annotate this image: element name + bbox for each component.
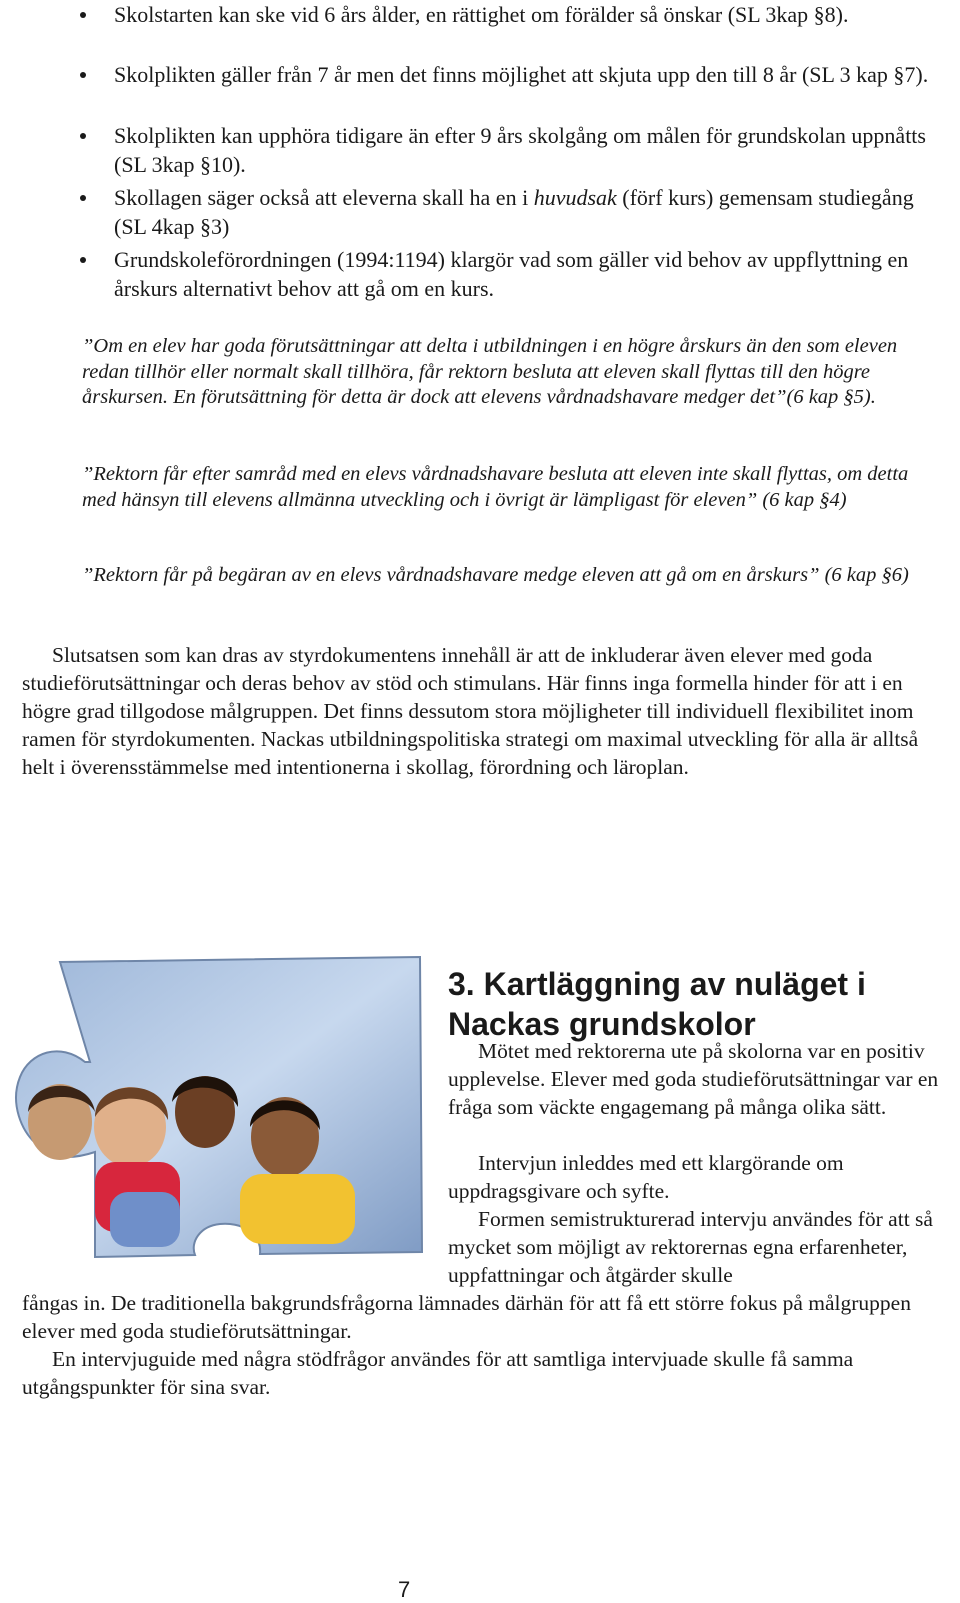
side-paragraph: Intervjun inleddes med ett klargörande om uppdragsgivare och syfte. [448, 1151, 844, 1204]
bullet-item [114, 60, 944, 89]
bullet-item [114, 121, 944, 179]
conclusion-paragraph: Slutsatsen som kan dras av styrdokumentens innehåll är att de inkluderar även elever med goda studieförutsättningar och deras behov av stöd och stimulans. Här finns inga formella hinder för att i en högre grad tillgodose målgruppen. Det finns dessutom stora möjligheter till individuell flexibilitet inom ramen för styrdokumenten. Nackas utbildningspolitiska strategi om maximal utveckling för alla är alltså helt i överensstämmelse med intentionerna i skollag, förordning och läroplan. [22, 643, 919, 779]
page-number: 7 [398, 1577, 411, 1602]
child-jeans [110, 1192, 180, 1247]
bullet-text: Skolstarten kan ske vid 6 års ålder, en rättighet om förälder så önskar (SL 3kap §8). [114, 2, 849, 27]
bullet-item [114, 183, 944, 241]
legal-quote: ”Rektorn får efter samråd med en elevs vårdnadshavare besluta att eleven inte skall flyttas, om detta med hänsyn till elevens allmänna utveckling och i övrigt är lämpligast för eleven” (6 kap §4) [82, 463, 909, 511]
bullet-dot [80, 257, 86, 263]
bullet-text: Skolplikten kan upphöra tidigare än efter 9 års skolgång om målen för grundskolan uppnåtts (SL 3kap §10). [114, 123, 926, 177]
side-paragraph: Formen semistrukturerad intervju användes för att så mycket som möjligt av rektorernas egna erfarenheter, uppfattningar och åtgärder skulle [448, 1207, 933, 1288]
bullet-text-before: Skollagen säger också att eleverna skall ha en i [114, 185, 534, 210]
bullet-item [114, 245, 944, 303]
legal-quote: ”Om en elev har goda förutsättningar att delta i utbildningen i en högre årskurs än den som eleven redan tillhör eller normalt skall tillhöra, får rektorn besluta att eleven skall flyttas till den högre årskursen. En förutsättning för detta är dock att elevens vårdnadshavare medger det”(6 kap §5). [82, 335, 898, 408]
side-paragraph: Mötet med rektorerna ute på skolorna var en positiv upplevelse. Elever med goda studieförutsättningar var en fråga som väckte engagemang på många olika sätt. [448, 1039, 939, 1120]
bullet-text: Grundskoleförordningen (1994:1194) klargör vad som gäller vid behov av uppflyttning en årskurs alternativt behov att gå om en kurs. [114, 247, 909, 301]
child-shirt-4 [240, 1174, 355, 1244]
puzzle-photo [0, 952, 430, 1262]
bullet-emphasis: huvudsak [533, 185, 617, 210]
bullet-dot [80, 195, 86, 201]
continuation-paragraph: fångas in. De traditionella bakgrundsfrågorna lämnades därhän för att få ett större fokus på målgruppen elever med goda studieförutsättningar. [22, 1291, 911, 1343]
bullet-text: Skolplikten gäller från 7 år men det finns möjlighet att skjuta upp den till 8 år (SL 3 kap §7). [114, 62, 929, 87]
section-heading: 3. Kartläggning av nuläget i Nackas grundskolor [448, 966, 866, 1042]
legal-quote: ”Rektorn får på begäran av en elevs vårdnadshavare medge eleven att gå om en årskurs” (6 kap §6) [82, 564, 909, 586]
bullet-dot [80, 12, 86, 18]
last-paragraph: En intervjuguide med några stödfrågor användes för att samtliga intervjuade skulle få samma utgångspunkter för sina svar. [22, 1347, 854, 1399]
bullet-dot [80, 133, 86, 139]
bullet-dot [80, 72, 86, 78]
bullet-text-after: (förf kurs) gemensam studiegång (SL 4kap §3) [114, 185, 914, 239]
bullet-item [114, 0, 944, 29]
